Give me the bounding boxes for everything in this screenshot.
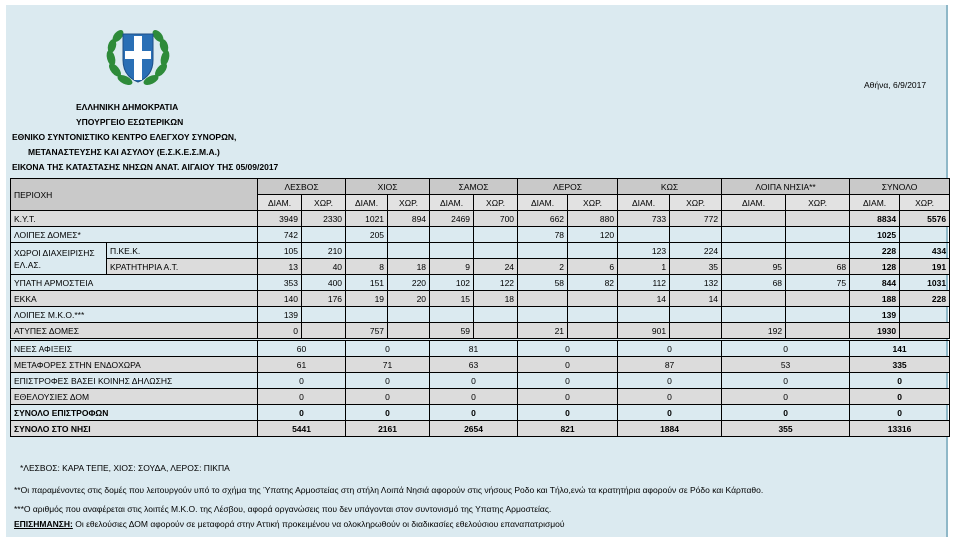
value-cell: 0: [430, 389, 518, 405]
value-cell: 123: [618, 243, 670, 259]
island-header: ΛΟΙΠΑ ΝΗΣΙΑ**: [722, 179, 850, 195]
table-row: [11, 421, 950, 437]
row-label: ΕΚΚΑ: [11, 291, 258, 307]
document-page: [6, 5, 948, 537]
value-cell: 880: [568, 211, 618, 227]
value-cell: [346, 243, 388, 259]
island-header: ΣΑΜΟΣ: [430, 179, 518, 195]
row-label: ΚΡΑΤΗΤΗΡΙΑ Α.Τ.: [107, 259, 258, 275]
footnote-3: ***Ο αριθμός που αναφέρεται στις λοιπές Μ.Κ.Ο. της Λέσβου, αφορά οργανώσεις που δεν υπάγονται στον συντονισμό της Υπατης Αρμοστείας.: [14, 504, 552, 514]
value-cell: 0: [850, 405, 950, 421]
value-cell: 14: [670, 291, 722, 307]
value-cell: [786, 307, 850, 323]
region-header: ΠΕΡΙΟΧΗ: [11, 179, 258, 211]
table-row: [11, 211, 950, 227]
value-cell: [388, 243, 430, 259]
value-cell: [670, 323, 722, 340]
value-cell: [302, 307, 346, 323]
value-cell: 5576: [900, 211, 950, 227]
value-cell: 87: [618, 357, 722, 373]
remark-text: Οι εθελούσιες ΔΟΜ αφορούν σε μεταφορά στην Αττική προκειμένου να ολοκληρωθούν οι διαδικασίες εθελούσιου επαναπατρισμού: [72, 519, 565, 529]
value-cell: 40: [302, 259, 346, 275]
value-cell: 757: [346, 323, 388, 340]
value-cell: 662: [518, 211, 568, 227]
ministry-header-line-4: ΜΕΤΑΝΑΣΤΕΥΣΗΣ ΚΑΙ ΑΣΥΛΟΥ (Ε.Σ.Κ.Ε.Σ.Μ.Α.): [28, 147, 220, 157]
table-row: [11, 307, 950, 323]
value-cell: 151: [346, 275, 388, 291]
value-cell: 2: [518, 259, 568, 275]
value-cell: 0: [722, 373, 850, 389]
value-cell: 2330: [302, 211, 346, 227]
value-cell: 13316: [850, 421, 950, 437]
value-cell: 355: [722, 421, 850, 437]
value-cell: [568, 243, 618, 259]
value-cell: 335: [850, 357, 950, 373]
value-cell: [618, 227, 670, 243]
value-cell: 1: [618, 259, 670, 275]
row-label: ΣΥΝΟΛΟ ΣΤΟ ΝΗΣΙ: [11, 421, 258, 437]
value-cell: 68: [722, 275, 786, 291]
value-cell: 18: [474, 291, 518, 307]
value-cell: [722, 291, 786, 307]
value-cell: 2654: [430, 421, 518, 437]
value-cell: [474, 307, 518, 323]
row-label: ΑΤΥΠΕΣ ΔΟΜΕΣ: [11, 323, 258, 340]
value-cell: 1025: [850, 227, 900, 243]
value-cell: 71: [346, 357, 430, 373]
value-cell: 844: [850, 275, 900, 291]
row-group-label: ΧΩΡΟΙ ΔΙΑΧΕΙΡΙΣΗΣ ΕΛ.ΑΣ.: [11, 243, 107, 275]
value-cell: 894: [388, 211, 430, 227]
value-cell: 1031: [900, 275, 950, 291]
sub-header: ΔΙΑΜ.: [258, 195, 302, 211]
value-cell: [900, 227, 950, 243]
footnote-2: **Οι παραμένοντες στις δομές που λειτουργούν υπό το σχήμα της Ύπατης Αρμοστείας στη στήλη Λοιπά Νησιά αφορούν στις νήσους Ροδο και Τήλο,ενώ τα κρατητήρια αφορούν σε Ρόδο και Κάρπαθο.: [14, 485, 764, 495]
value-cell: 192: [722, 323, 786, 340]
value-cell: 0: [430, 405, 518, 421]
value-cell: [900, 307, 950, 323]
value-cell: 353: [258, 275, 302, 291]
report-title: ΕΙΚΟΝΑ ΤΗΣ ΚΑΤΑΣΤΑΣΗΣ ΝΗΣΩΝ ΑΝΑΤ. ΑΙΓΑΙΟΥ ΤΗΣ 05/09/2017: [12, 162, 279, 172]
value-cell: 224: [670, 243, 722, 259]
value-cell: 228: [850, 243, 900, 259]
value-cell: 128: [850, 259, 900, 275]
value-cell: [786, 243, 850, 259]
value-cell: 75: [786, 275, 850, 291]
value-cell: 61: [258, 357, 346, 373]
value-cell: 122: [474, 275, 518, 291]
value-cell: 132: [670, 275, 722, 291]
value-cell: 191: [900, 259, 950, 275]
value-cell: [568, 323, 618, 340]
island-header: ΚΩΣ: [618, 179, 722, 195]
table-row: [11, 243, 950, 259]
ministry-header-line-3: ΕΘΝΙΚΟ ΣΥΝΤΟΝΙΣΤΙΚΟ ΚΕΝΤΡΟ ΕΛΕΓΧΟΥ ΣΥΝΟΡΩΝ,: [12, 132, 237, 142]
value-cell: 8834: [850, 211, 900, 227]
value-cell: 20: [388, 291, 430, 307]
value-cell: 0: [618, 373, 722, 389]
value-cell: 1930: [850, 323, 900, 340]
sub-header: ΧΩΡ.: [786, 195, 850, 211]
sub-header: ΧΩΡ.: [670, 195, 722, 211]
value-cell: [346, 307, 388, 323]
value-cell: [670, 307, 722, 323]
value-cell: 0: [518, 389, 618, 405]
value-cell: 102: [430, 275, 474, 291]
island-header: ΧΙΟΣ: [346, 179, 430, 195]
value-cell: 0: [518, 373, 618, 389]
value-cell: [474, 323, 518, 340]
value-cell: 105: [258, 243, 302, 259]
value-cell: 0: [346, 340, 430, 357]
table-row: [11, 340, 950, 357]
greek-coat-of-arms-icon: [103, 22, 173, 92]
value-cell: 0: [430, 373, 518, 389]
value-cell: 901: [618, 323, 670, 340]
sub-header: ΔΙΑΜ.: [346, 195, 388, 211]
value-cell: [786, 227, 850, 243]
value-cell: 0: [518, 340, 618, 357]
value-cell: [722, 307, 786, 323]
value-cell: [722, 227, 786, 243]
row-label: Π.ΚΕ.Κ.: [107, 243, 258, 259]
sub-header: ΧΩΡ.: [568, 195, 618, 211]
value-cell: 53: [722, 357, 850, 373]
value-cell: 0: [722, 340, 850, 357]
table-row: [11, 291, 950, 307]
island-header: ΛΕΣΒΟΣ: [258, 179, 346, 195]
value-cell: [388, 227, 430, 243]
sub-header: ΔΙΑΜ.: [518, 195, 568, 211]
value-cell: 78: [518, 227, 568, 243]
value-cell: [568, 307, 618, 323]
row-label: ΣΥΝΟΛΟ ΕΠΙΣΤΡΟΦΩΝ: [11, 405, 258, 421]
value-cell: [302, 323, 346, 340]
value-cell: 821: [518, 421, 618, 437]
value-cell: 0: [258, 323, 302, 340]
value-cell: 0: [618, 340, 722, 357]
value-cell: 2469: [430, 211, 474, 227]
value-cell: [670, 227, 722, 243]
value-cell: [568, 291, 618, 307]
table-row: [11, 259, 950, 275]
row-label: ΜΕΤΑΦΟΡΕΣ ΣΤΗΝ ΕΝΔΟΧΩΡΑ: [11, 357, 258, 373]
sub-header: ΧΩΡ.: [900, 195, 950, 211]
value-cell: 139: [258, 307, 302, 323]
value-cell: 0: [258, 405, 346, 421]
table-row: [11, 357, 950, 373]
value-cell: 59: [430, 323, 474, 340]
value-cell: 18: [388, 259, 430, 275]
value-cell: 82: [568, 275, 618, 291]
value-cell: 0: [722, 405, 850, 421]
value-cell: 400: [302, 275, 346, 291]
value-cell: 35: [670, 259, 722, 275]
value-cell: 210: [302, 243, 346, 259]
sub-header: ΔΙΑΜ.: [722, 195, 786, 211]
value-cell: 0: [346, 373, 430, 389]
value-cell: 2161: [346, 421, 430, 437]
value-cell: 95: [722, 259, 786, 275]
value-cell: 14: [618, 291, 670, 307]
value-cell: 139: [850, 307, 900, 323]
value-cell: 772: [670, 211, 722, 227]
row-label: ΕΠΙΣΤΡΟΦΕΣ ΒΑΣΕΙ ΚΟΙΝΗΣ ΔΗΛΩΣΗΣ: [11, 373, 258, 389]
footnote-4: [14, 519, 564, 529]
value-cell: 0: [258, 389, 346, 405]
value-cell: 434: [900, 243, 950, 259]
value-cell: 0: [518, 357, 618, 373]
value-cell: 5441: [258, 421, 346, 437]
value-cell: [388, 323, 430, 340]
value-cell: 228: [900, 291, 950, 307]
ministry-header-line-2: ΥΠΟΥΡΓΕΙΟ ΕΣΩΤΕΡΙΚΩΝ: [76, 117, 184, 127]
value-cell: 0: [346, 405, 430, 421]
value-cell: [786, 211, 850, 227]
value-cell: 176: [302, 291, 346, 307]
table-row: [11, 373, 950, 389]
value-cell: [900, 323, 950, 340]
value-cell: 1021: [346, 211, 388, 227]
value-cell: 120: [568, 227, 618, 243]
table-row: [11, 323, 950, 340]
value-cell: [518, 243, 568, 259]
table-row: [11, 405, 950, 421]
footnote-1: *ΛΕΣΒΟΣ: ΚΑΡΑ ΤΕΠΕ, ΧΙΟΣ: ΣΟΥΔΑ, ΛΕΡΟΣ: ΠΙΚΠΑ: [20, 463, 230, 473]
row-label: ΛΟΙΠΕΣ Μ.Κ.Ο.***: [11, 307, 258, 323]
island-header: ΣΥΝΟΛΟ: [850, 179, 950, 195]
value-cell: 112: [618, 275, 670, 291]
value-cell: 220: [388, 275, 430, 291]
value-cell: 0: [850, 389, 950, 405]
value-cell: [430, 243, 474, 259]
value-cell: 13: [258, 259, 302, 275]
value-cell: 205: [346, 227, 388, 243]
value-cell: 742: [258, 227, 302, 243]
island-status-table: [10, 178, 950, 437]
value-cell: 19: [346, 291, 388, 307]
sub-header: ΧΩΡ.: [474, 195, 518, 211]
value-cell: [518, 291, 568, 307]
value-cell: [430, 307, 474, 323]
table-header-row: [11, 179, 950, 195]
value-cell: 0: [258, 373, 346, 389]
row-label: ΛΟΙΠΕΣ ΔΟΜΕΣ*: [11, 227, 258, 243]
value-cell: 21: [518, 323, 568, 340]
value-cell: 140: [258, 291, 302, 307]
value-cell: [388, 307, 430, 323]
document-date: Αθήνα, 6/9/2017: [864, 80, 927, 90]
remark-label: ΕΠΙΣΗΜΑΝΣΗ:: [14, 519, 73, 529]
value-cell: 700: [474, 211, 518, 227]
value-cell: [474, 227, 518, 243]
table-row: [11, 275, 950, 291]
row-label: ΕΘΕΛΟΥΣΙΕΣ ΔΟΜ: [11, 389, 258, 405]
value-cell: [618, 307, 670, 323]
value-cell: 141: [850, 340, 950, 357]
value-cell: 1884: [618, 421, 722, 437]
value-cell: 0: [850, 373, 950, 389]
ministry-header-line-1: ΕΛΛΗΝΙΚΗ ΔΗΜΟΚΡΑΤΙΑ: [76, 102, 179, 112]
value-cell: 733: [618, 211, 670, 227]
value-cell: 0: [618, 405, 722, 421]
sub-header: ΔΙΑΜ.: [430, 195, 474, 211]
value-cell: [722, 211, 786, 227]
sub-header: ΧΩΡ.: [388, 195, 430, 211]
island-header: ΛΕΡΟΣ: [518, 179, 618, 195]
sub-header: ΔΙΑΜ.: [850, 195, 900, 211]
value-cell: 0: [518, 405, 618, 421]
value-cell: 3949: [258, 211, 302, 227]
value-cell: 15: [430, 291, 474, 307]
value-cell: 60: [258, 340, 346, 357]
row-label: ΥΠΑΤΗ ΑΡΜΟΣΤΕΙΑ: [11, 275, 258, 291]
value-cell: 9: [430, 259, 474, 275]
value-cell: [786, 323, 850, 340]
sub-header: ΔΙΑΜ.: [618, 195, 670, 211]
sub-header: ΧΩΡ.: [302, 195, 346, 211]
value-cell: [722, 243, 786, 259]
row-label: ΝΕΕΣ ΑΦΙΞΕΙΣ: [11, 340, 258, 357]
value-cell: 0: [346, 389, 430, 405]
value-cell: [302, 227, 346, 243]
table-row: [11, 389, 950, 405]
value-cell: [430, 227, 474, 243]
value-cell: [786, 291, 850, 307]
value-cell: 188: [850, 291, 900, 307]
value-cell: 0: [618, 389, 722, 405]
value-cell: [518, 307, 568, 323]
value-cell: 24: [474, 259, 518, 275]
value-cell: 63: [430, 357, 518, 373]
value-cell: 6: [568, 259, 618, 275]
value-cell: 81: [430, 340, 518, 357]
value-cell: 68: [786, 259, 850, 275]
value-cell: [474, 243, 518, 259]
value-cell: 0: [722, 389, 850, 405]
value-cell: 8: [346, 259, 388, 275]
value-cell: 58: [518, 275, 568, 291]
row-label: Κ.Υ.Τ.: [11, 211, 258, 227]
table-row: [11, 227, 950, 243]
